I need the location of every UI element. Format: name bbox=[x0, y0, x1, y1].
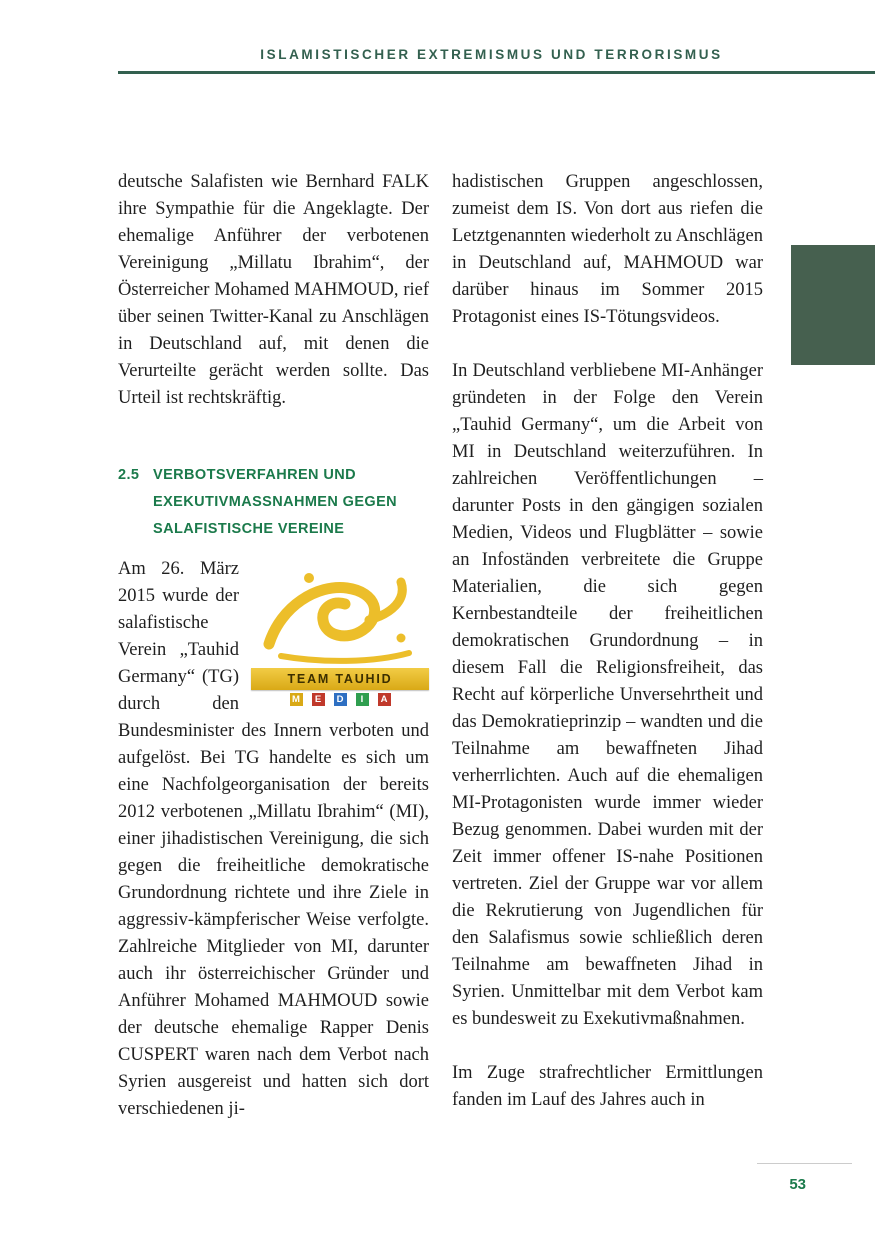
logo-media-letter: M bbox=[290, 693, 303, 706]
logo-media-letter: A bbox=[378, 693, 391, 706]
logo-media-letter: D bbox=[334, 693, 347, 706]
paragraph bbox=[118, 169, 429, 412]
paragraph bbox=[452, 1060, 763, 1114]
paragraph-text: Am 26. März 2015 wurde der salafistische Verein „Tauhid Germany“ (TG) durch den Bundesminister des Innern verboten und aufgelöst. Bei TG handelte es sich um eine Nachfolgeorganisation der bereits 2012 verbotenen „Millatu Ibrahim“ (MI), einer jihadistischen Vereinigung, die sich gegen die freiheitliche demokratische Grundordnung richtete und ihre Ziele in aggressiv-kämpferischer Weise verfolgte. Zahlreiche Mitglieder von MI, darunter auch ihr österreichischer Gründer und Anführer Mohamed MAHMOUD sowie der deutsche ehemalige Rapper Denis CUSPERT waren nach dem Verbot nach Syrien ausgereist und hatten sich dort verschiedenen ji- bbox=[118, 559, 429, 1119]
paragraph-text: In Deutschland verbliebene MI-Anhänger gründeten in der Folge den Verein „Tauhid Germany“, um die Arbeit von MI in Deutschland weiterzuführen. In zahlreichen Veröffentlichungen – darunter Posts in den gängigen sozialen Medien, Videos und Flugblätter – sowie an Infoständen verbreitete die Gruppe Materialien, die sich gegen Kernbestandteile der freiheitlichen demokratischen Grundordnung – in diesem Fall die Religionsfreiheit, das Recht auf körperliche Unversehrtheit und das Demokratieprinzip – wandten und die Teilnahme am bewaffneten Jihad verherrlichten. Auch auf die ehemaligen MI-Protagonisten wurde immer wieder Bezug genommen. Dabei wurden mit der Zeit immer offener IS-nahe Positionen vertreten. Ziel der Gruppe war vor allem die Rekrutierung von Jugendlichen für den Salafismus sowie schließlich deren Teilnahme am bewaffneten Jihad in Syrien. Unmittelbar mit dem Verbot kam es bundesweit zu Exekutivmaßnahmen. bbox=[452, 361, 763, 1029]
section-title-line: VERBOTSVERFAHREN UND bbox=[153, 467, 356, 483]
left-column bbox=[118, 169, 429, 1123]
paragraph-text: deutsche Salafisten wie Bernhard FALK ihre Sympathie für die Angeklagte. Der ehemalige Anführer der verbotenen Vereinigung „Millatu Ibrahim“, der Österreicher Mohamed MAHMOUD, rief über seinen Twitter-Kanal zu Anschlägen in Deutschland auf, mit denen die Verurteilte gerächt werden sollte. Das Urteil ist rechtskräftig. bbox=[118, 172, 429, 408]
right-column bbox=[452, 169, 763, 1114]
page-header-title: ISLAMISTISCHER EXTREMISMUS UND TERRORISMUS bbox=[260, 47, 723, 62]
section-number: 2.5 bbox=[118, 467, 140, 483]
logo-team-tauhid-banner: TEAM TAUHID bbox=[251, 668, 429, 690]
section-title-line: SALAFISTISCHE VEREINE bbox=[153, 521, 345, 537]
paragraph bbox=[118, 556, 429, 1123]
paragraph bbox=[452, 169, 763, 331]
section-heading bbox=[118, 462, 429, 543]
logo-media-letter: I bbox=[356, 693, 369, 706]
header-rule bbox=[118, 71, 875, 74]
tauhid-media-logo bbox=[251, 558, 429, 710]
chapter-edge-tab bbox=[791, 245, 875, 365]
section-title-line: EXEKUTIVMASSNAHMEN GEGEN bbox=[153, 494, 398, 510]
paragraph-text: Im Zuge strafrechtlicher Ermittlungen fanden im Lauf des Jahres auch in bbox=[452, 1063, 763, 1110]
section-title bbox=[153, 462, 397, 543]
tauhid-calligraphy-image bbox=[251, 558, 429, 668]
logo-media-row bbox=[251, 693, 429, 706]
footer-rule bbox=[757, 1163, 852, 1164]
paragraph-text: hadistischen Gruppen angeschlossen, zumeist dem IS. Von dort aus riefen die Letztgenannten wiederholt zu Anschlägen in Deutschland auf, MAHMOUD war darüber hinaus im Sommer 2015 Protagonist eines IS-Tötungsvideos. bbox=[452, 172, 763, 327]
logo-media-letter: E bbox=[312, 693, 325, 706]
page-number: 53 bbox=[789, 1176, 806, 1193]
paragraph bbox=[452, 358, 763, 1033]
